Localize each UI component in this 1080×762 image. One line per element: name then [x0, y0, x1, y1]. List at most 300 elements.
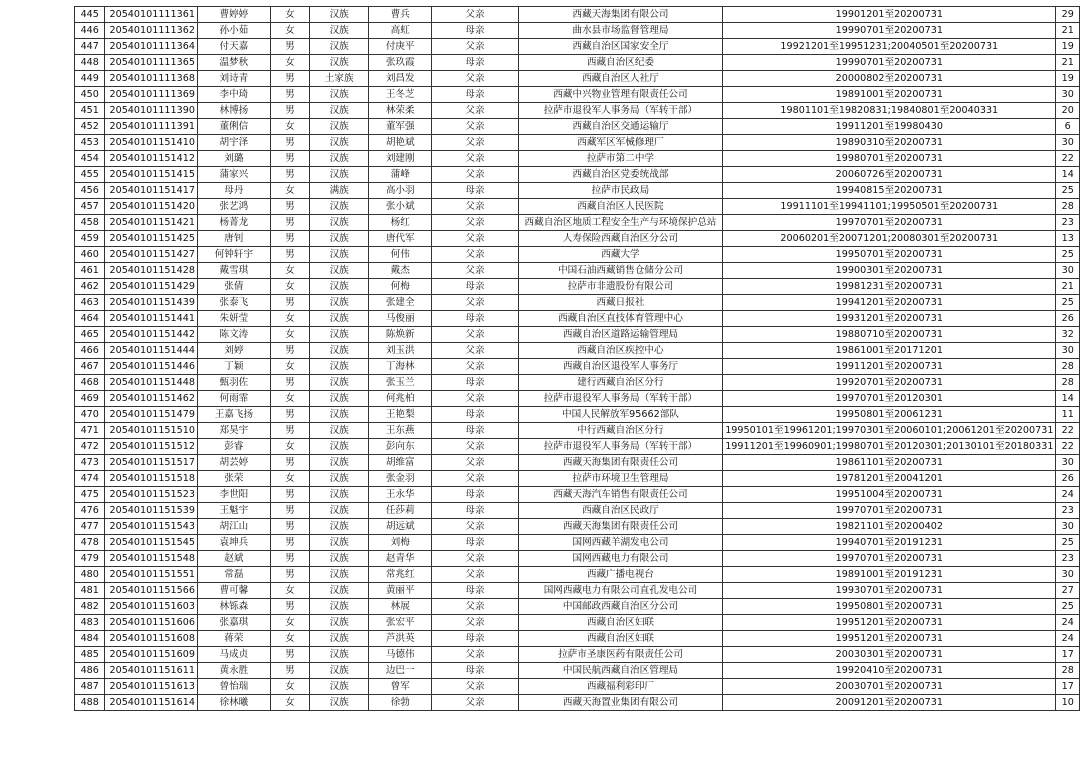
student-name-cell: 蒋荣 — [197, 631, 270, 647]
row-number-cell: 461 — [75, 263, 105, 279]
years-cell: 25 — [1056, 247, 1080, 263]
service-period-cell: 19970701至20200731 — [723, 215, 1056, 231]
work-unit-cell: 国网西藏电力有限公司直孔发电公司 — [518, 583, 722, 599]
years-cell: 25 — [1056, 535, 1080, 551]
service-period-cell: 19900301至20200731 — [723, 263, 1056, 279]
table-row — [75, 311, 1080, 327]
exam-number-cell: 20540101111361 — [105, 7, 197, 23]
student-name-cell: 张艺鸿 — [197, 199, 270, 215]
relation-cell: 父亲 — [432, 439, 519, 455]
ethnicity-cell: 汉族 — [310, 695, 369, 711]
years-cell: 30 — [1056, 567, 1080, 583]
student-name-cell: 朱妍莹 — [197, 311, 270, 327]
work-unit-cell: 西藏自治区纪委 — [518, 55, 722, 71]
work-unit-cell: 中国人民解放军95662部队 — [518, 407, 722, 423]
service-period-cell: 20060726至20200731 — [723, 167, 1056, 183]
exam-number-cell: 20540101151609 — [105, 647, 197, 663]
table-row — [75, 407, 1080, 423]
work-unit-cell: 西藏自治区直技体育管理中心 — [518, 311, 722, 327]
service-period-cell: 19950701至20200731 — [723, 247, 1056, 263]
exam-number-cell: 20540101111364 — [105, 39, 197, 55]
ethnicity-cell: 汉族 — [310, 471, 369, 487]
exam-number-cell: 20540101151566 — [105, 583, 197, 599]
relation-cell: 父亲 — [432, 151, 519, 167]
student-name-cell: 张泰飞 — [197, 295, 270, 311]
service-period-cell: 20030701至20200731 — [723, 679, 1056, 695]
relation-cell: 母亲 — [432, 407, 519, 423]
gender-cell: 男 — [270, 423, 309, 439]
service-period-cell: 19911201至19980430 — [723, 119, 1056, 135]
work-unit-cell: 西藏福利彩印厂 — [518, 679, 722, 695]
exam-number-cell: 20540101151444 — [105, 343, 197, 359]
gender-cell: 女 — [270, 615, 309, 631]
row-number-cell: 478 — [75, 535, 105, 551]
row-number-cell: 471 — [75, 423, 105, 439]
ethnicity-cell: 汉族 — [310, 295, 369, 311]
row-number-cell: 453 — [75, 135, 105, 151]
table-row — [75, 295, 1080, 311]
ethnicity-cell: 汉族 — [310, 535, 369, 551]
exam-number-cell: 20540101151429 — [105, 279, 197, 295]
parent-name-cell: 张玖霞 — [369, 55, 432, 71]
relation-cell: 父亲 — [432, 343, 519, 359]
table-row — [75, 423, 1080, 439]
parent-name-cell: 张玉兰 — [369, 375, 432, 391]
exam-number-cell: 20540101151611 — [105, 663, 197, 679]
row-number-cell: 455 — [75, 167, 105, 183]
years-cell: 22 — [1056, 439, 1080, 455]
row-number-cell: 459 — [75, 231, 105, 247]
table-row — [75, 455, 1080, 471]
student-name-cell: 曹婷婷 — [197, 7, 270, 23]
student-name-cell: 郑昊宇 — [197, 423, 270, 439]
relation-cell: 父亲 — [432, 391, 519, 407]
exam-number-cell: 20540101151613 — [105, 679, 197, 695]
ethnicity-cell: 汉族 — [310, 151, 369, 167]
years-cell: 23 — [1056, 551, 1080, 567]
student-name-cell: 甄羽佐 — [197, 375, 270, 391]
service-period-cell: 19940815至20200731 — [723, 183, 1056, 199]
parent-name-cell: 芦洪英 — [369, 631, 432, 647]
row-number-cell: 472 — [75, 439, 105, 455]
ethnicity-cell: 汉族 — [310, 7, 369, 23]
work-unit-cell: 拉萨市圣康医药有限责任公司 — [518, 647, 722, 663]
years-cell: 28 — [1056, 199, 1080, 215]
relation-cell: 母亲 — [432, 631, 519, 647]
work-unit-cell: 拉萨市退役军人事务局（军转干部） — [518, 391, 722, 407]
exam-number-cell: 20540101151446 — [105, 359, 197, 375]
table-row — [75, 695, 1080, 711]
work-unit-cell: 中国石油西藏销售仓储分公司 — [518, 263, 722, 279]
relation-cell: 父亲 — [432, 455, 519, 471]
work-unit-cell: 西藏大学 — [518, 247, 722, 263]
years-cell: 30 — [1056, 135, 1080, 151]
exam-number-cell: 20540101151606 — [105, 615, 197, 631]
ethnicity-cell: 汉族 — [310, 567, 369, 583]
exam-number-cell: 20540101111368 — [105, 71, 197, 87]
table-row — [75, 151, 1080, 167]
service-period-cell: 19951004至20200731 — [723, 487, 1056, 503]
exam-number-cell: 20540101151427 — [105, 247, 197, 263]
parent-name-cell: 杨红 — [369, 215, 432, 231]
years-cell: 21 — [1056, 279, 1080, 295]
row-number-cell: 473 — [75, 455, 105, 471]
relation-cell: 父亲 — [432, 103, 519, 119]
exam-number-cell: 20540101151523 — [105, 487, 197, 503]
years-cell: 20 — [1056, 103, 1080, 119]
table-row — [75, 71, 1080, 87]
gender-cell: 男 — [270, 407, 309, 423]
gender-cell: 男 — [270, 39, 309, 55]
years-cell: 30 — [1056, 263, 1080, 279]
row-number-cell: 479 — [75, 551, 105, 567]
ethnicity-cell: 汉族 — [310, 455, 369, 471]
table-row — [75, 23, 1080, 39]
years-cell: 23 — [1056, 215, 1080, 231]
gender-cell: 男 — [270, 231, 309, 247]
relation-cell: 父亲 — [432, 39, 519, 55]
service-period-cell: 19890310至20200731 — [723, 135, 1056, 151]
ethnicity-cell: 汉族 — [310, 487, 369, 503]
ethnicity-cell: 汉族 — [310, 215, 369, 231]
years-cell: 19 — [1056, 71, 1080, 87]
table-row — [75, 391, 1080, 407]
years-cell: 21 — [1056, 23, 1080, 39]
student-name-cell: 王嘉飞扬 — [197, 407, 270, 423]
relation-cell: 父亲 — [432, 7, 519, 23]
parent-name-cell: 马俊丽 — [369, 311, 432, 327]
student-name-cell: 母丹 — [197, 183, 270, 199]
service-period-cell: 19990701至20200731 — [723, 55, 1056, 71]
table-row — [75, 535, 1080, 551]
student-name-cell: 蒲家兴 — [197, 167, 270, 183]
row-number-cell: 474 — [75, 471, 105, 487]
parent-name-cell: 任莎莉 — [369, 503, 432, 519]
exam-number-cell: 20540101151551 — [105, 567, 197, 583]
row-number-cell: 482 — [75, 599, 105, 615]
gender-cell: 女 — [270, 23, 309, 39]
parent-name-cell: 蒲峰 — [369, 167, 432, 183]
exam-number-cell: 20540101111390 — [105, 103, 197, 119]
work-unit-cell: 西藏广播电视台 — [518, 567, 722, 583]
years-cell: 13 — [1056, 231, 1080, 247]
parent-name-cell: 张小斌 — [369, 199, 432, 215]
gender-cell: 女 — [270, 631, 309, 647]
work-unit-cell: 中国邮政西藏自治区分公司 — [518, 599, 722, 615]
relation-cell: 父亲 — [432, 215, 519, 231]
work-unit-cell: 国网西藏电力有限公司 — [518, 551, 722, 567]
gender-cell: 女 — [270, 439, 309, 455]
ethnicity-cell: 汉族 — [310, 359, 369, 375]
years-cell: 24 — [1056, 487, 1080, 503]
work-unit-cell: 西藏自治区地质工程安全生产与环境保护总站 — [518, 215, 722, 231]
exam-number-cell: 20540101151415 — [105, 167, 197, 183]
gender-cell: 男 — [270, 247, 309, 263]
service-period-cell: 19801101至19820831;19840801至20040331 — [723, 103, 1056, 119]
relation-cell: 母亲 — [432, 535, 519, 551]
exam-number-cell: 20540101111362 — [105, 23, 197, 39]
student-name-cell: 丁颖 — [197, 359, 270, 375]
work-unit-cell: 西藏日报社 — [518, 295, 722, 311]
relation-cell: 父亲 — [432, 359, 519, 375]
work-unit-cell: 西藏自治区疾控中心 — [518, 343, 722, 359]
service-period-cell: 19891001至20191231 — [723, 567, 1056, 583]
gender-cell: 男 — [270, 135, 309, 151]
table-row — [75, 87, 1080, 103]
exam-number-cell: 20540101151410 — [105, 135, 197, 151]
relation-cell: 父亲 — [432, 519, 519, 535]
years-cell: 30 — [1056, 455, 1080, 471]
work-unit-cell: 西藏自治区民政厅 — [518, 503, 722, 519]
work-unit-cell: 建行西藏自治区分行 — [518, 375, 722, 391]
exam-number-cell: 20540101151539 — [105, 503, 197, 519]
relation-cell: 父亲 — [432, 647, 519, 663]
student-name-cell: 孙小茹 — [197, 23, 270, 39]
service-period-cell: 19781201至20041201 — [723, 471, 1056, 487]
ethnicity-cell: 汉族 — [310, 55, 369, 71]
exam-number-cell: 20540101151462 — [105, 391, 197, 407]
row-number-cell: 483 — [75, 615, 105, 631]
exam-number-cell: 20540101111391 — [105, 119, 197, 135]
parent-name-cell: 丁海林 — [369, 359, 432, 375]
ethnicity-cell: 汉族 — [310, 599, 369, 615]
table-row — [75, 503, 1080, 519]
row-number-cell: 480 — [75, 567, 105, 583]
table-row — [75, 663, 1080, 679]
student-name-cell: 王魁宇 — [197, 503, 270, 519]
service-period-cell: 19980701至20200731 — [723, 151, 1056, 167]
table-row — [75, 647, 1080, 663]
work-unit-cell: 拉萨市退役军人事务局（军转干部） — [518, 439, 722, 455]
table-row — [75, 599, 1080, 615]
service-period-cell: 19941201至20200731 — [723, 295, 1056, 311]
relation-cell: 父亲 — [432, 679, 519, 695]
gender-cell: 女 — [270, 119, 309, 135]
table-row — [75, 551, 1080, 567]
row-number-cell: 464 — [75, 311, 105, 327]
relation-cell: 母亲 — [432, 55, 519, 71]
student-name-cell: 黄永胜 — [197, 663, 270, 679]
ethnicity-cell: 汉族 — [310, 23, 369, 39]
exam-number-cell: 20540101151428 — [105, 263, 197, 279]
gender-cell: 女 — [270, 359, 309, 375]
service-period-cell: 19891001至20200731 — [723, 87, 1056, 103]
service-period-cell: 19990701至20200731 — [723, 23, 1056, 39]
relation-cell: 母亲 — [432, 663, 519, 679]
years-cell: 14 — [1056, 167, 1080, 183]
row-number-cell: 477 — [75, 519, 105, 535]
gender-cell: 女 — [270, 679, 309, 695]
work-unit-cell: 西藏中兴物业管理有限责任公司 — [518, 87, 722, 103]
years-cell: 21 — [1056, 55, 1080, 71]
row-number-cell: 469 — [75, 391, 105, 407]
years-cell: 26 — [1056, 311, 1080, 327]
table-row — [75, 679, 1080, 695]
relation-cell: 父亲 — [432, 247, 519, 263]
years-cell: 28 — [1056, 375, 1080, 391]
gender-cell: 女 — [270, 695, 309, 711]
row-number-cell: 481 — [75, 583, 105, 599]
ethnicity-cell: 汉族 — [310, 135, 369, 151]
gender-cell: 男 — [270, 87, 309, 103]
exam-number-cell: 20540101151545 — [105, 535, 197, 551]
parent-name-cell: 张宏平 — [369, 615, 432, 631]
row-number-cell: 466 — [75, 343, 105, 359]
years-cell: 19 — [1056, 39, 1080, 55]
ethnicity-cell: 汉族 — [310, 247, 369, 263]
years-cell: 29 — [1056, 7, 1080, 23]
parent-name-cell: 胡维富 — [369, 455, 432, 471]
ethnicity-cell: 汉族 — [310, 679, 369, 695]
years-cell: 24 — [1056, 631, 1080, 647]
student-name-cell: 胡芸婷 — [197, 455, 270, 471]
parent-name-cell: 张金羽 — [369, 471, 432, 487]
years-cell: 28 — [1056, 663, 1080, 679]
ethnicity-cell: 汉族 — [310, 167, 369, 183]
table-row — [75, 55, 1080, 71]
gender-cell: 男 — [270, 551, 309, 567]
row-number-cell: 447 — [75, 39, 105, 55]
work-unit-cell: 西藏天海集团有限责任公司 — [518, 455, 722, 471]
ethnicity-cell: 汉族 — [310, 279, 369, 295]
work-unit-cell: 拉萨市退役军人事务局（军转干部） — [518, 103, 722, 119]
exam-number-cell: 20540101151441 — [105, 311, 197, 327]
gender-cell: 女 — [270, 183, 309, 199]
row-number-cell: 467 — [75, 359, 105, 375]
parent-name-cell: 刘梅 — [369, 535, 432, 551]
exam-number-cell: 20540101151448 — [105, 375, 197, 391]
student-name-cell: 戴雪琪 — [197, 263, 270, 279]
ethnicity-cell: 汉族 — [310, 311, 369, 327]
table-row — [75, 39, 1080, 55]
relation-cell: 父亲 — [432, 327, 519, 343]
gender-cell: 男 — [270, 503, 309, 519]
ethnicity-cell: 汉族 — [310, 119, 369, 135]
table-row — [75, 103, 1080, 119]
work-unit-cell: 人寿保险西藏自治区分公司 — [518, 231, 722, 247]
work-unit-cell: 拉萨市第二中学 — [518, 151, 722, 167]
parent-name-cell: 何兆柏 — [369, 391, 432, 407]
service-period-cell: 19951201至20200731 — [723, 631, 1056, 647]
table-row — [75, 487, 1080, 503]
work-unit-cell: 西藏军区军械修理厂 — [518, 135, 722, 151]
exam-number-cell: 20540101151614 — [105, 695, 197, 711]
years-cell: 22 — [1056, 423, 1080, 439]
parent-name-cell: 林展 — [369, 599, 432, 615]
service-period-cell: 19861101至20200731 — [723, 455, 1056, 471]
student-name-cell: 陈文涛 — [197, 327, 270, 343]
ethnicity-cell: 汉族 — [310, 631, 369, 647]
gender-cell: 女 — [270, 327, 309, 343]
exam-number-cell: 20540101151518 — [105, 471, 197, 487]
row-number-cell: 485 — [75, 647, 105, 663]
gender-cell: 女 — [270, 311, 309, 327]
work-unit-cell: 西藏天海置业集团有限公司 — [518, 695, 722, 711]
gender-cell: 男 — [270, 295, 309, 311]
gender-cell: 女 — [270, 263, 309, 279]
parent-name-cell: 彭向东 — [369, 439, 432, 455]
row-number-cell: 468 — [75, 375, 105, 391]
work-unit-cell: 拉萨市环境卫生管理局 — [518, 471, 722, 487]
parent-name-cell: 高小羽 — [369, 183, 432, 199]
exam-number-cell: 20540101151442 — [105, 327, 197, 343]
work-unit-cell: 西藏天海汽车销售有限责任公司 — [518, 487, 722, 503]
years-cell: 25 — [1056, 183, 1080, 199]
table-row — [75, 519, 1080, 535]
work-unit-cell: 西藏自治区道路运输管理局 — [518, 327, 722, 343]
row-number-cell: 475 — [75, 487, 105, 503]
student-name-cell: 杨菁龙 — [197, 215, 270, 231]
gender-cell: 男 — [270, 535, 309, 551]
work-unit-cell: 西藏自治区退役军人事务厅 — [518, 359, 722, 375]
parent-name-cell: 张建全 — [369, 295, 432, 311]
row-number-cell: 456 — [75, 183, 105, 199]
table-row — [75, 263, 1080, 279]
years-cell: 32 — [1056, 327, 1080, 343]
relation-cell: 父亲 — [432, 167, 519, 183]
parent-name-cell: 王冬芝 — [369, 87, 432, 103]
parent-name-cell: 唐代军 — [369, 231, 432, 247]
service-period-cell: 19920701至20200731 — [723, 375, 1056, 391]
service-period-cell: 19950101至19961201;19970301至20060101;20061201至20200731 — [723, 423, 1056, 439]
ethnicity-cell: 汉族 — [310, 263, 369, 279]
gender-cell: 男 — [270, 215, 309, 231]
table-row — [75, 247, 1080, 263]
service-period-cell: 19911201至19960901;19980701至20120301;20130101至20180331 — [723, 439, 1056, 455]
parent-name-cell: 王永华 — [369, 487, 432, 503]
student-name-cell: 曹可馨 — [197, 583, 270, 599]
row-number-cell: 488 — [75, 695, 105, 711]
student-name-cell: 刘婷 — [197, 343, 270, 359]
service-period-cell: 19981231至20200731 — [723, 279, 1056, 295]
row-number-cell: 450 — [75, 87, 105, 103]
gender-cell: 男 — [270, 487, 309, 503]
relation-cell: 父亲 — [432, 567, 519, 583]
work-unit-cell: 西藏自治区妇联 — [518, 615, 722, 631]
gender-cell: 男 — [270, 167, 309, 183]
student-name-cell: 胡宇泽 — [197, 135, 270, 151]
parent-name-cell: 常兆红 — [369, 567, 432, 583]
years-cell: 30 — [1056, 343, 1080, 359]
ethnicity-cell: 汉族 — [310, 439, 369, 455]
table-row — [75, 167, 1080, 183]
relation-cell: 母亲 — [432, 503, 519, 519]
work-unit-cell: 西藏自治区妇联 — [518, 631, 722, 647]
service-period-cell: 19930701至20200731 — [723, 583, 1056, 599]
ethnicity-cell: 汉族 — [310, 503, 369, 519]
years-cell: 6 — [1056, 119, 1080, 135]
row-number-cell: 452 — [75, 119, 105, 135]
exam-number-cell: 20540101111365 — [105, 55, 197, 71]
student-name-cell: 林铄森 — [197, 599, 270, 615]
gender-cell: 女 — [270, 471, 309, 487]
service-period-cell: 19940701至20191231 — [723, 535, 1056, 551]
parent-name-cell: 刘玉洪 — [369, 343, 432, 359]
service-period-cell: 19901201至20200731 — [723, 7, 1056, 23]
table-row — [75, 359, 1080, 375]
parent-name-cell: 戴杰 — [369, 263, 432, 279]
service-period-cell: 19821101至20200402 — [723, 519, 1056, 535]
ethnicity-cell: 满族 — [310, 183, 369, 199]
work-unit-cell: 西藏自治区交通运输厅 — [518, 119, 722, 135]
student-name-cell: 张荣 — [197, 471, 270, 487]
service-period-cell: 19861001至20171201 — [723, 343, 1056, 359]
service-period-cell: 19921201至19951231;20040501至20200731 — [723, 39, 1056, 55]
table-row — [75, 375, 1080, 391]
ethnicity-cell: 汉族 — [310, 519, 369, 535]
years-cell: 28 — [1056, 359, 1080, 375]
work-unit-cell: 曲水县市场监督管理局 — [518, 23, 722, 39]
